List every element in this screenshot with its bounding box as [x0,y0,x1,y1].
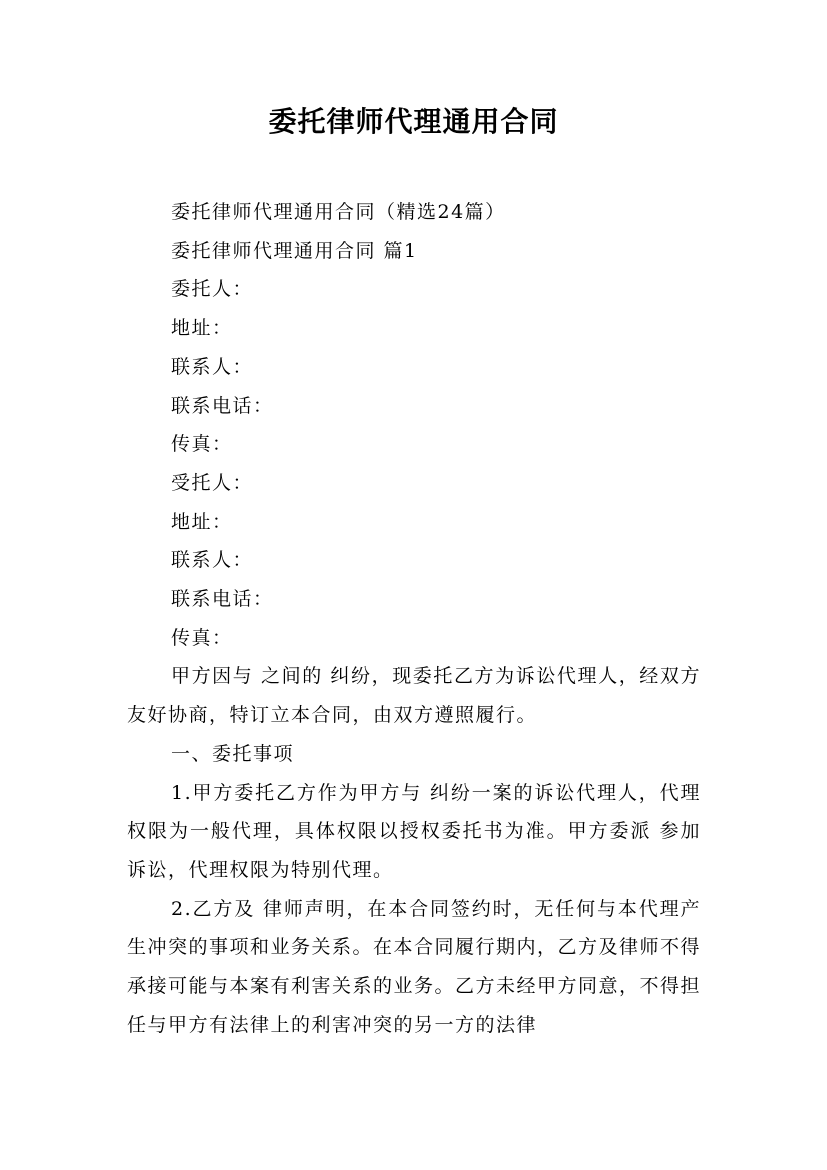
principal-label: 委托人： [171,278,254,301]
clause-heading: 一、委托事项 [171,742,295,765]
agent-label: 受托人： [171,471,254,494]
principal-address-label: 地址： [171,317,233,340]
document-body [127,193,701,1044]
intro-paragraph: 甲方因与 之间的 纠纷，现委托乙方为诉讼代理人，经双方友好协商，特订立本合同，由双方遵照履行。 [127,665,701,727]
principal-contact-label: 联系人： [171,355,254,378]
clause-1-paragraph: 1.甲方委托乙方作为甲方与 纠纷一案的诉讼代理人，代理权限为一般代理，具体权限以授权委托书为准。甲方委派 参加诉讼，代理权限为特别代理。 [127,781,701,881]
document-title: 委托律师代理通用合同 [268,105,559,138]
principal-phone-label: 联系电话： [171,394,274,417]
agent-address-label: 地址： [171,510,233,533]
agent-contact-label: 联系人： [171,549,254,572]
subtitle-line: 委托律师代理通用合同（精选24篇） [171,201,506,223]
agent-phone-label: 联系电话： [171,588,274,611]
section-heading: 委托律师代理通用合同 篇1 [171,239,418,262]
agent-fax-label: 传真： [171,626,233,649]
principal-fax-label: 传真： [171,433,233,456]
clause-2-paragraph: 2.乙方及 律师声明，在本合同签约时，无任何与本代理产生冲突的事项和业务关系。在本合同履行期内，乙方及律师不得承接可能与本案有利害关系的业务。乙方未经甲方同意，不得担任与甲方有法律上的利害冲突的另一方的法律 [127,897,702,1036]
